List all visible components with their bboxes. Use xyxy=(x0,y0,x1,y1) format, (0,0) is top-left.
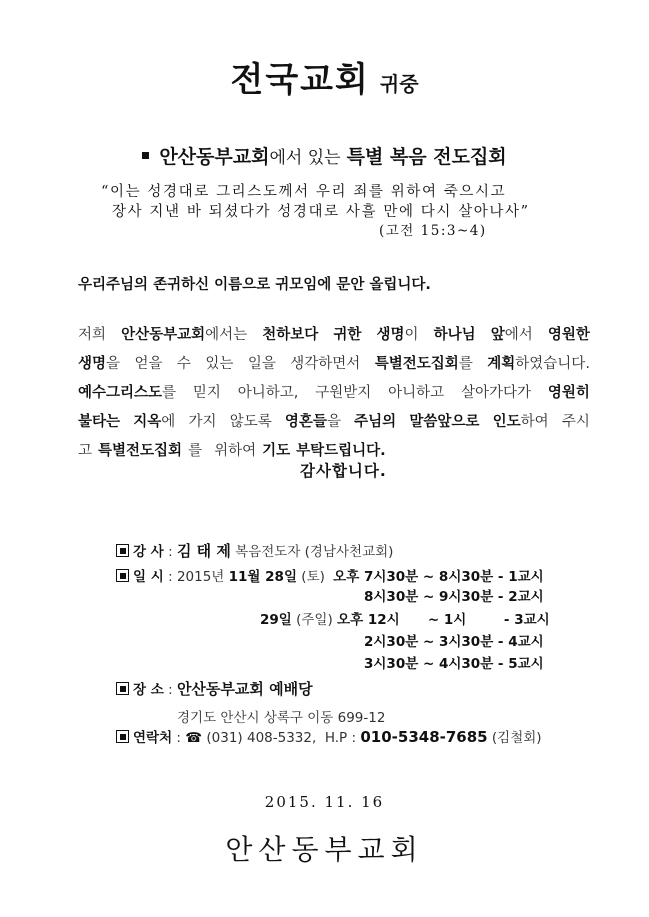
body-word: 인도 xyxy=(492,414,521,430)
body-line-4 xyxy=(78,408,590,437)
header-sub: 귀중 xyxy=(379,72,419,96)
event-title xyxy=(0,142,649,169)
body-word: 얻을 xyxy=(134,356,163,372)
schedule-day2: 29일 xyxy=(260,612,292,628)
schedule-day2-row xyxy=(260,608,550,628)
body-word: 하나님 xyxy=(433,327,476,343)
body-word: 하여 xyxy=(520,414,549,430)
body-paragraph xyxy=(78,321,590,466)
contact-label: 연락처 xyxy=(133,730,173,746)
checkbox-bullet-icon xyxy=(116,569,129,582)
place-row: 장 소 : 안산동부교회 예배당 xyxy=(116,678,313,699)
body-word: 있는 xyxy=(205,356,234,372)
document-date: 2015. 11. 16 xyxy=(264,793,385,811)
speaker-label: 강 사 xyxy=(133,544,164,560)
verse-line-1: “이는 성경대로 그리스도께서 우리 죄를 위하여 죽으시고 xyxy=(101,184,507,200)
body-word: 지옥 xyxy=(133,414,162,430)
schedule-date: 11월 28일 xyxy=(228,569,297,585)
body-line-3 xyxy=(78,379,590,408)
footer-church-name: 안산동부교회 xyxy=(225,833,424,866)
checkbox-bullet-icon xyxy=(116,730,129,743)
bullet-icon xyxy=(142,152,149,159)
body-word: 이 xyxy=(404,327,419,343)
body-word: 을 xyxy=(326,414,341,430)
body-word: 영원한 xyxy=(547,327,590,343)
title-church: 안산동부교회 xyxy=(159,146,270,168)
body-word: 에서는 xyxy=(205,327,248,343)
body-word: 천하보다 xyxy=(262,327,319,343)
body-word: 저희 xyxy=(78,327,107,343)
body-word: 믿지 xyxy=(192,385,221,401)
body-word: 영원히 xyxy=(547,385,590,401)
body-word: 에 xyxy=(161,414,176,430)
body-line-1 xyxy=(78,321,590,350)
body-word: 특별전도집회 xyxy=(98,443,183,459)
schedule-slot-3: 오후 12시 ~ 1시 - 3교시 xyxy=(337,612,550,628)
body-word: 안산동부교회 xyxy=(121,327,206,343)
page-header xyxy=(0,52,649,101)
body-word: 않도록 xyxy=(229,414,272,430)
contact-name: (김철회) xyxy=(491,730,542,746)
body-word: 불타는 xyxy=(78,414,121,430)
speaker-row: 강 사 : 김 태 제 복음전도자 (경남사천교회) xyxy=(116,540,393,561)
body-word: 수 xyxy=(176,356,191,372)
body-word: 하였습니다. xyxy=(515,356,590,372)
body-word: 아니하고 xyxy=(388,385,445,401)
body-word: 위하여 xyxy=(214,443,257,459)
body-word: 를 xyxy=(162,385,177,401)
body-word: 생명 xyxy=(78,356,107,372)
body-word: 에서 xyxy=(504,327,533,343)
body-word: 를 xyxy=(188,443,203,459)
greeting: 우리주님의 존귀하신 이름으로 귀모임에 문안 올립니다. xyxy=(78,277,431,293)
body-word: 를 xyxy=(458,356,473,372)
body-word: 가지 xyxy=(188,414,217,430)
schedule-day2-dow: (주일) xyxy=(296,612,333,628)
body-word: 계획 xyxy=(487,356,516,372)
title-mid: 에서 있는 xyxy=(269,148,341,168)
body-word: 일을 xyxy=(247,356,276,372)
thanks-text: 감사합니다. xyxy=(300,462,387,480)
schedule-year: 2015년 xyxy=(176,569,225,585)
schedule-slot-2: 8시30분 ~ 9시30분 - 2교시 xyxy=(364,589,544,605)
body-word: 아니하고, xyxy=(237,385,299,401)
body-word: 주님의 xyxy=(354,414,397,430)
checkbox-bullet-icon xyxy=(116,682,129,695)
body-word: 특별전도집회 xyxy=(374,356,459,372)
body-word: 기도 xyxy=(262,443,291,459)
body-word: 을 xyxy=(106,356,121,372)
verse-reference: (고전 15:3~4) xyxy=(379,223,487,239)
phone-icon: ☎ xyxy=(185,730,203,746)
place-label: 장 소 xyxy=(133,682,164,698)
body-word: 구원받지 xyxy=(315,385,372,401)
speaker-title: 복음전도자 (경남사천교회) xyxy=(235,544,394,560)
body-word: 부탁드립니다. xyxy=(296,443,386,459)
schedule-slot-1: 오후 7시30분 ~ 8시30분 - 1교시 xyxy=(333,569,544,585)
body-word: 생각하면서 xyxy=(290,356,361,372)
body-word: 앞 xyxy=(490,327,505,343)
body-word: 주시 xyxy=(561,414,590,430)
mobile-number: 010-5348-7685 xyxy=(360,728,488,746)
schedule-slot-4: 2시30분 ~ 3시30분 - 4교시 xyxy=(364,634,544,650)
body-word: 영혼들 xyxy=(284,414,327,430)
body-word: 생명 xyxy=(376,327,405,343)
schedule-slot-5: 3시30분 ~ 4시30분 - 5교시 xyxy=(364,656,544,672)
schedule-dow: (토) xyxy=(301,569,325,585)
place-name: 안산동부교회 예배당 xyxy=(176,680,313,698)
speaker-name: 김 태 제 xyxy=(176,542,231,560)
phone-number: (031) 408-5332, H.P : xyxy=(206,730,357,746)
contact-row: 연락처 : ☎ (031) 408-5332, H.P : 010-5348-7685 (김철회) xyxy=(116,726,542,746)
schedule-row: 일 시 : 2015년 11월 28일 (토) 오후 7시30분 ~ 8시30분 - 1교시 xyxy=(116,565,544,585)
verse-line-2: 장사 지낸 바 되셨다가 성경대로 사흘 만에 다시 살아나사” xyxy=(112,204,530,220)
address: 경기도 안산시 상록구 이동 699-12 xyxy=(177,710,386,726)
body-word: 예수그리스도 xyxy=(78,385,163,401)
body-word: 고 xyxy=(78,443,93,459)
header-main: 전국교회 xyxy=(230,60,370,100)
body-word: 살아가다가 xyxy=(461,385,532,401)
body-word: 말씀앞으로 xyxy=(409,414,480,430)
body-line-2 xyxy=(78,350,590,379)
checkbox-bullet-icon xyxy=(116,544,129,557)
schedule-label: 일 시 xyxy=(133,569,164,585)
body-word: 귀한 xyxy=(333,327,362,343)
title-event: 특별 복음 전도집회 xyxy=(346,146,507,168)
